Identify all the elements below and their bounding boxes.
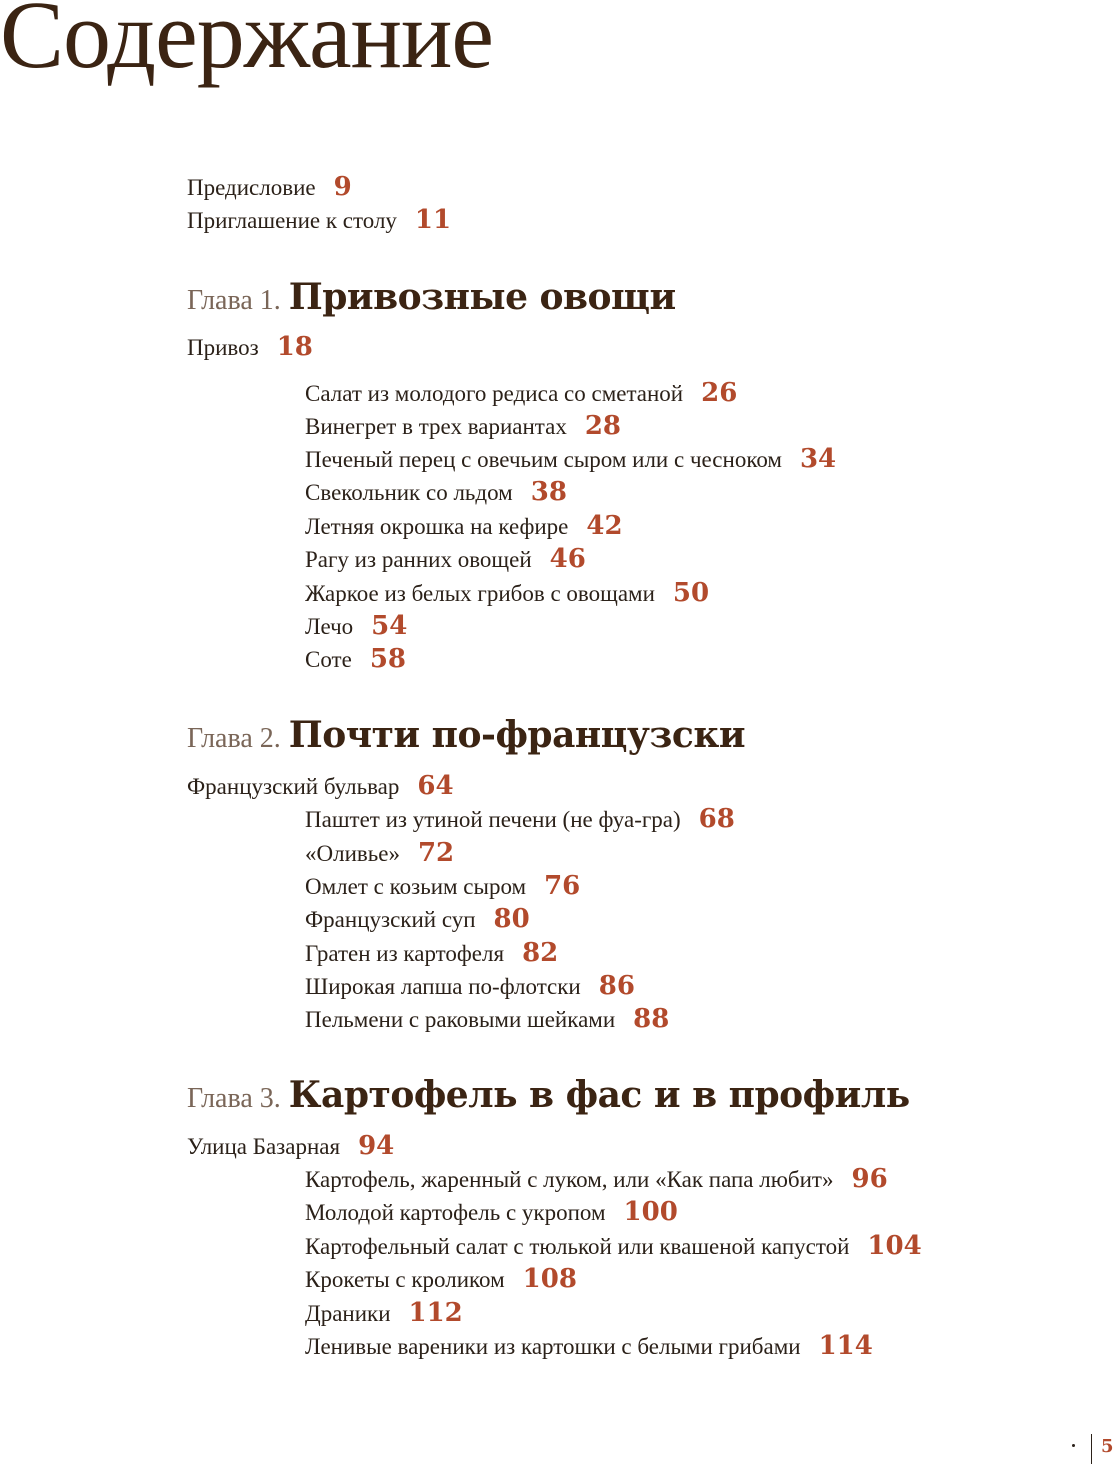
toc-entry-page: 11 — [414, 205, 452, 235]
toc-entry-page: 26 — [701, 378, 738, 408]
toc-entry-label: Французский бульвар — [187, 774, 400, 799]
toc-recipe-entry[interactable] — [305, 1298, 463, 1328]
chapter-heading-3[interactable] — [187, 1074, 910, 1116]
toc-entry-page: 96 — [851, 1164, 888, 1194]
toc-entry-page: 72 — [417, 838, 455, 868]
toc-entry-label: Омлет с козьим сыром — [305, 874, 527, 899]
toc-entry-page: 108 — [522, 1264, 577, 1294]
chapter-heading-2[interactable] — [187, 714, 745, 756]
page-number: 5 — [1101, 1436, 1114, 1457]
toc-entry-page: 104 — [867, 1231, 922, 1261]
page-title: Содержание — [0, 0, 494, 88]
toc-recipe-entry[interactable] — [305, 444, 836, 474]
toc-recipe-entry[interactable] — [305, 1004, 669, 1034]
toc-entry-label: Гратен из картофеля — [305, 941, 505, 966]
toc-entry-label: Винегрет в трех вариантах — [305, 414, 567, 439]
toc-entry-label: Молодой картофель с укропом — [305, 1200, 606, 1225]
toc-entry-label: Предисловие — [187, 175, 316, 200]
toc-entry-label: Широкая лапша по-флотски — [305, 974, 581, 999]
toc-entry-page: 28 — [584, 411, 622, 441]
toc-entry-page: 112 — [408, 1298, 463, 1328]
toc-entry-label: Картофельный салат с тюлькой или квашеной капустой — [305, 1234, 850, 1259]
toc-entry-page: 94 — [358, 1131, 395, 1161]
toc-recipe-entry[interactable] — [305, 511, 623, 541]
toc-recipe-entry[interactable] — [305, 971, 635, 1001]
toc-entry-page: 34 — [799, 444, 837, 474]
toc-entry-page: 82 — [522, 938, 559, 968]
toc-entry-page: 76 — [544, 871, 581, 901]
toc-entry-label: «Оливье» — [305, 841, 400, 866]
toc-recipe-entry[interactable] — [305, 1264, 577, 1294]
toc-entry-page: 80 — [493, 904, 530, 934]
toc-entry-page: 100 — [623, 1197, 678, 1227]
toc-entry-page: 42 — [586, 511, 623, 541]
toc-section-entry[interactable] — [187, 771, 454, 801]
toc-recipe-entry[interactable] — [305, 611, 407, 641]
toc-entry-label: Драники — [305, 1301, 391, 1326]
chapter-number: Глава 1. — [187, 285, 281, 316]
toc-entry-invitation[interactable] — [187, 205, 451, 235]
toc-recipe-entry[interactable] — [305, 378, 737, 408]
toc-recipe-entry[interactable] — [305, 411, 621, 441]
toc-entry-label: Свекольник со льдом — [305, 480, 513, 505]
footer-dot — [1072, 1444, 1075, 1447]
toc-recipe-entry[interactable] — [305, 871, 580, 901]
toc-entry-page: 18 — [276, 332, 313, 362]
toc-entry-label: Картофель, жаренный с луком, или «Как папа любит» — [305, 1167, 834, 1192]
toc-entry-label: Паштет из утиной печени (не фуа-гра) — [305, 807, 681, 832]
toc-entry-label: Ленивые вареники из картошки с белыми грибами — [305, 1334, 801, 1359]
toc-entry-label: Французский суп — [305, 907, 476, 932]
chapter-title: Привозные овощи — [288, 276, 676, 318]
toc-recipe-entry[interactable] — [305, 477, 567, 507]
toc-entry-label: Улица Базарная — [187, 1134, 341, 1159]
toc-recipe-entry[interactable] — [305, 578, 709, 608]
toc-recipe-entry[interactable] — [305, 1197, 678, 1227]
toc-entry-preface[interactable] — [187, 172, 352, 202]
toc-recipe-entry[interactable] — [305, 1331, 873, 1361]
toc-entry-page: 54 — [371, 611, 408, 641]
toc-recipe-entry[interactable] — [305, 1164, 888, 1194]
toc-entry-label: Рагу из ранних овощей — [305, 547, 532, 572]
toc-entry-page: 64 — [417, 771, 454, 801]
toc-entry-label: Крокеты с кроликом — [305, 1267, 505, 1292]
toc-entry-page: 58 — [369, 644, 406, 674]
footer-divider — [1091, 1434, 1092, 1464]
toc-entry-label: Лечо — [305, 614, 354, 639]
toc-entry-label: Приглашение к столу — [187, 208, 397, 233]
toc-entry-label: Салат из молодого редиса со сметаной — [305, 381, 684, 406]
toc-recipe-entry[interactable] — [305, 1231, 922, 1261]
toc-entry-label: Пельмени с раковыми шейками — [305, 1007, 616, 1032]
chapter-number: Глава 2. — [187, 723, 281, 754]
toc-recipe-entry[interactable] — [305, 804, 735, 834]
toc-entry-page: 38 — [530, 477, 567, 507]
toc-entry-page: 68 — [698, 804, 735, 834]
toc-entry-page: 9 — [333, 172, 352, 202]
page-footer — [1058, 1432, 1118, 1472]
toc-entry-label: Жаркое из белых грибов с овощами — [305, 581, 655, 606]
toc-entry-label: Соте — [305, 647, 352, 672]
chapter-title: Картофель в фас и в профиль — [288, 1074, 910, 1116]
toc-entry-page: 114 — [818, 1331, 873, 1361]
chapter-heading-1[interactable] — [187, 276, 676, 318]
chapter-number: Глава 3. — [187, 1083, 281, 1114]
chapter-title: Почти по-французски — [288, 714, 746, 756]
toc-entry-label: Печеный перец с овечьим сыром или с чесноком — [305, 447, 782, 472]
toc-entry-page: 50 — [672, 578, 710, 608]
toc-entry-label: Привоз — [187, 335, 259, 360]
toc-recipe-entry[interactable] — [305, 544, 586, 574]
toc-recipe-entry[interactable] — [305, 938, 558, 968]
toc-entry-page: 46 — [549, 544, 586, 574]
toc-section-entry[interactable] — [187, 332, 313, 362]
toc-entry-page: 86 — [598, 971, 635, 1001]
toc-section-entry[interactable] — [187, 1131, 394, 1161]
toc-recipe-entry[interactable] — [305, 838, 454, 868]
toc-recipe-entry[interactable] — [305, 904, 530, 934]
toc-recipe-entry[interactable] — [305, 644, 406, 674]
toc-entry-label: Летняя окрошка на кефире — [305, 514, 569, 539]
toc-entry-page: 88 — [633, 1004, 670, 1034]
